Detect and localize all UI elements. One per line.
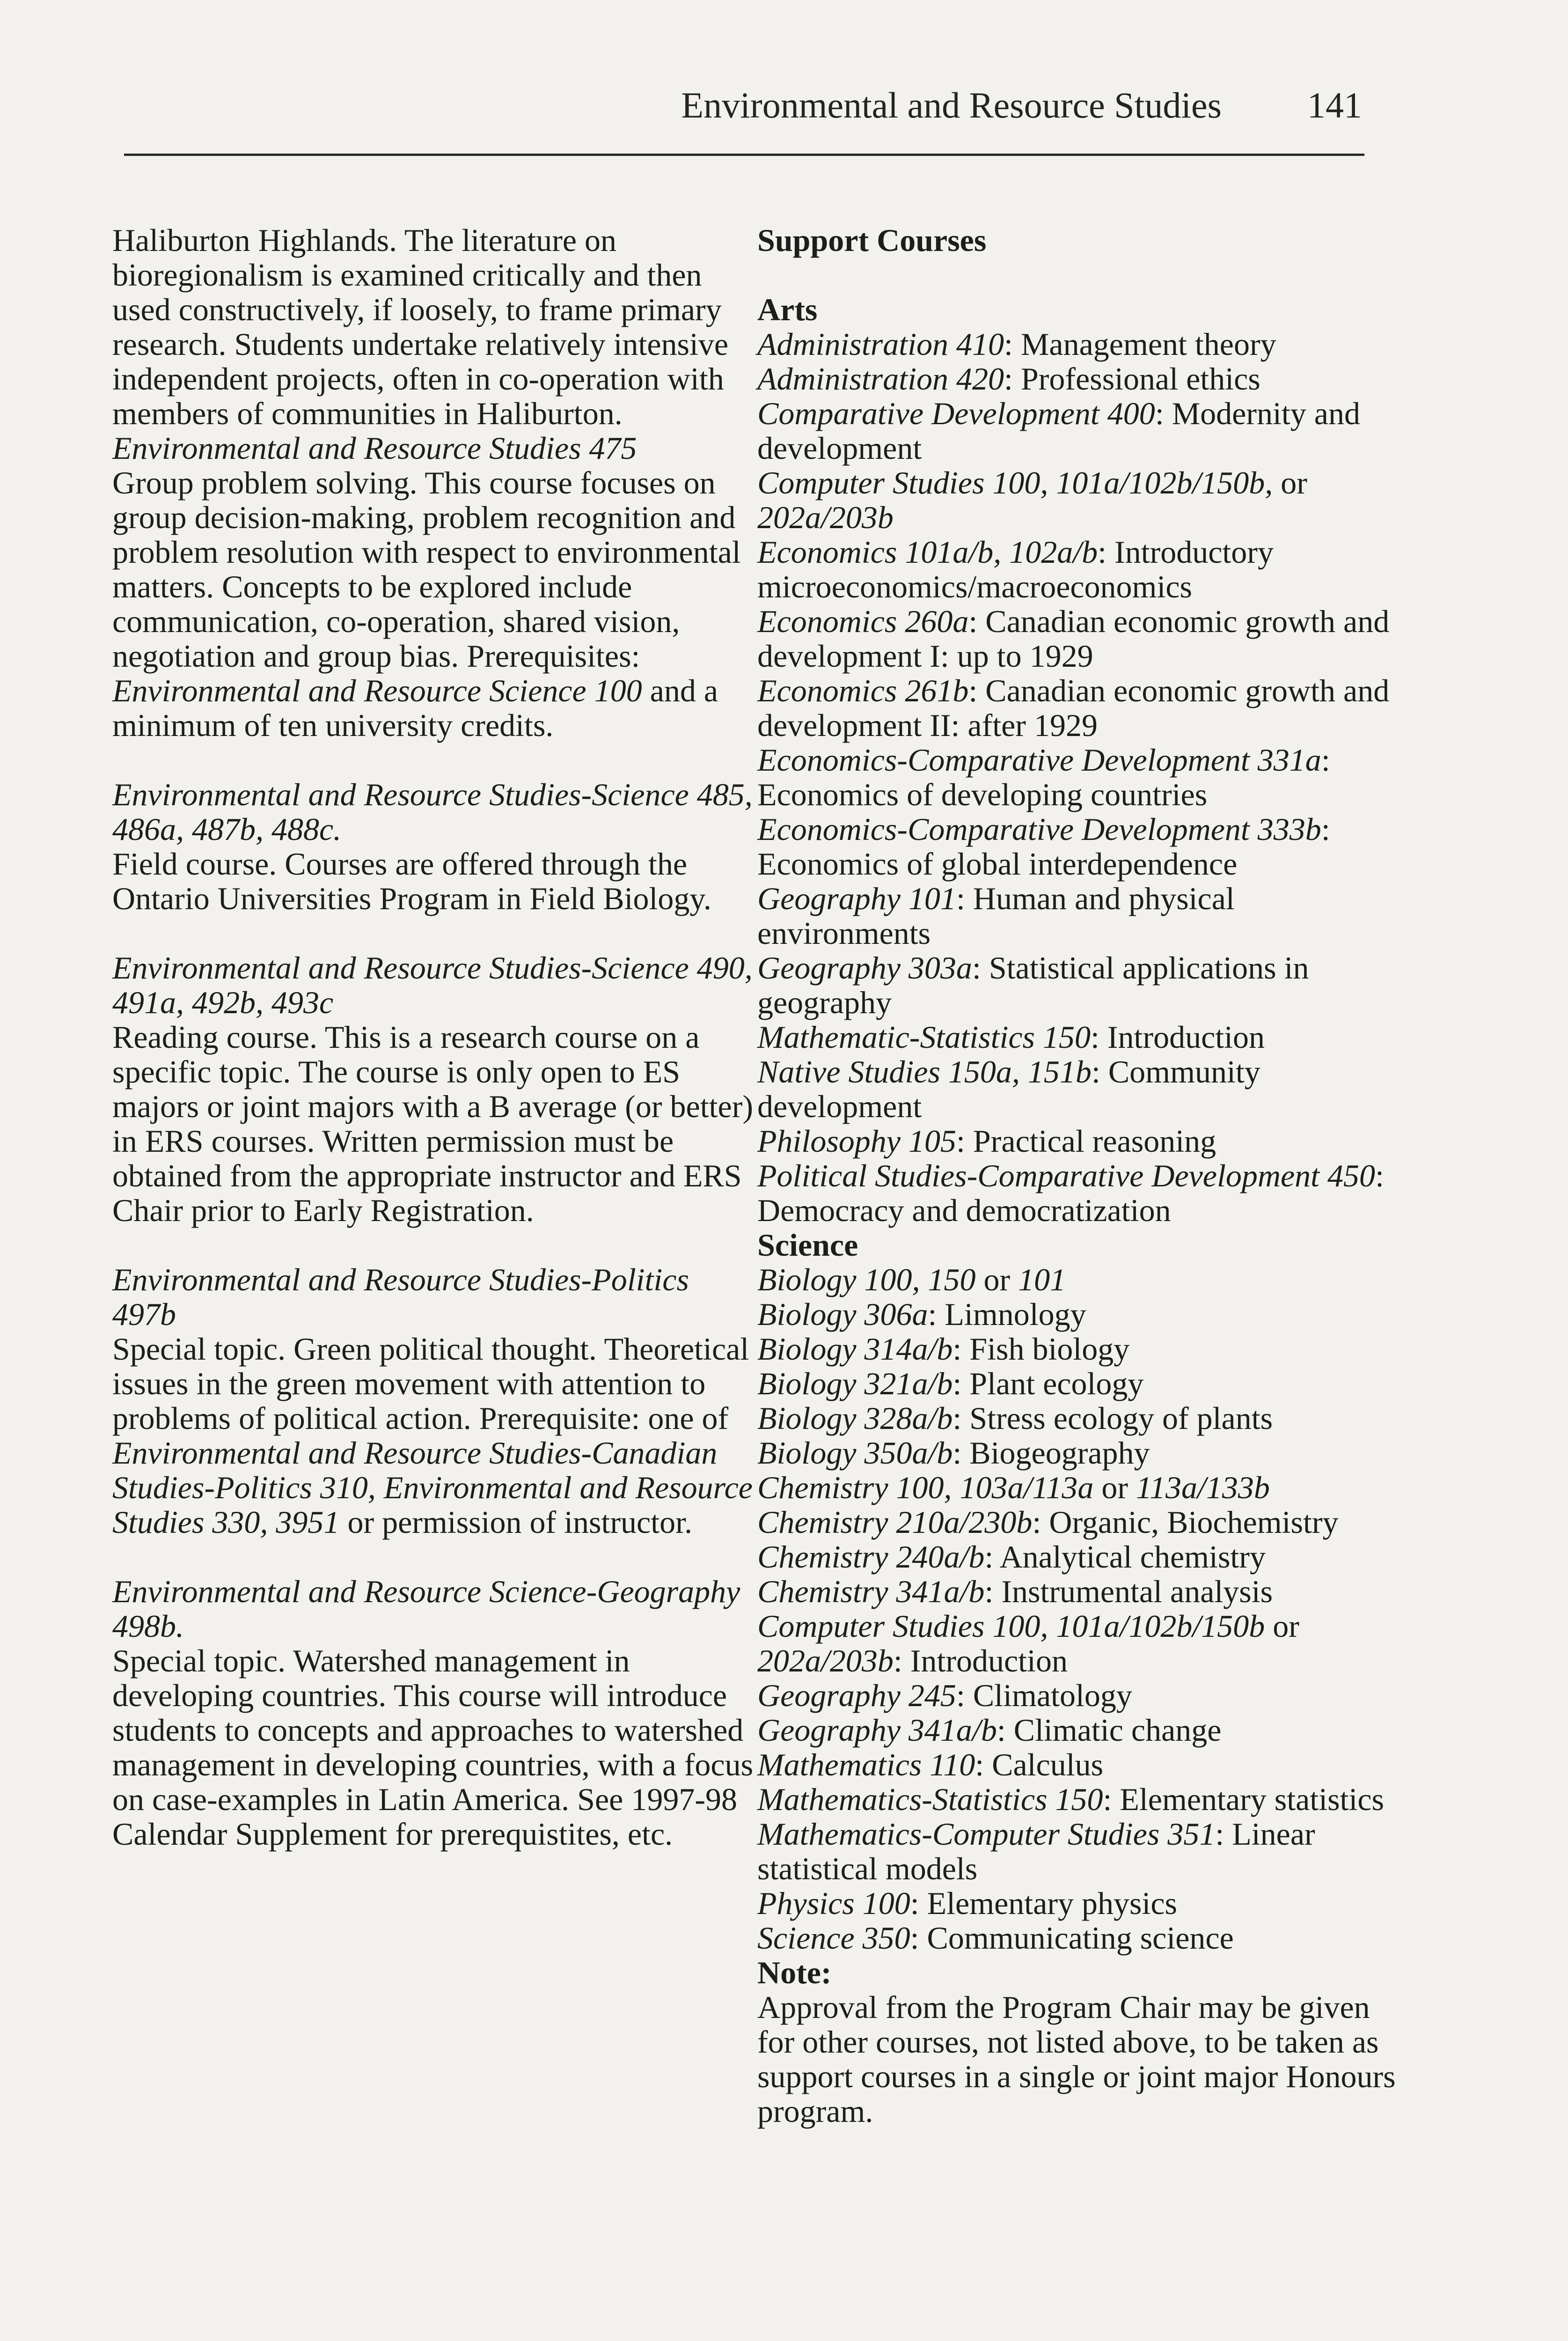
page-number: 141 (1307, 85, 1362, 125)
course-list-item: Geography 303a: Statistical applications in geography (757, 950, 1309, 1020)
course-list-item: Mathematics 110: Calculus (757, 1747, 1104, 1782)
course-list-item: Biology 314a/b: Fish biology (757, 1331, 1130, 1367)
arts-heading: Arts (757, 292, 818, 327)
course-list-item: Chemistry 240a/b: Analytical chemistry (757, 1539, 1266, 1575)
note-heading: Note: (757, 1955, 832, 1990)
course-entry-485 (112, 777, 758, 916)
course-list-item: Biology 306a: Limnology (757, 1296, 1086, 1332)
course-description: Special topic. Green political thought. Theoretical issues in the green movement with attention to problems of political action. Prerequisite: one of Environmental and Resource Studies-Canadian Studies-Politics 310, Environmental and Resource Studies 330, 3951 or permission of instructor. (112, 1331, 753, 1540)
intro-paragraph: Haliburton Highlands. The literature on bioregionalism is examined critically and then used constructively, if loosely, to frame primary research. Students undertake relatively intensive independent projects, often in co-operation with members of communities in Haliburton. (112, 222, 729, 431)
course-title: Environmental and Resource Studies-Science 485, 486a, 487b, 488c. (112, 777, 753, 847)
left-column (112, 223, 758, 1886)
arts-course-list (757, 327, 1403, 1228)
right-column (757, 223, 1403, 2128)
course-list-item: Biology 100, 150 or 101 (757, 1262, 1066, 1297)
course-list-item: Philosophy 105: Practical reasoning (757, 1123, 1216, 1159)
course-list-item: Political Studies-Comparative Development 450: Democracy and democratization (757, 1158, 1384, 1228)
support-courses-heading: Support Courses (757, 222, 987, 258)
course-title: Environmental and Resource Studies-Politics 497b (112, 1262, 689, 1332)
course-list-item: Biology 350a/b: Biogeography (757, 1435, 1150, 1471)
course-list-item: Computer Studies 100, 101a/102b/150b, or 202a/203b (757, 465, 1307, 535)
course-entry-490 (112, 950, 758, 1228)
course-title: Environmental and Resource Studies 475 (112, 430, 637, 466)
course-list-item: Computer Studies 100, 101a/102b/150b or 202a/203b: Introduction (757, 1608, 1299, 1678)
course-list-item: Economics 101a/b, 102a/b: Introductory microeconomics/macroeconomics (757, 534, 1274, 604)
course-list-item: Geography 341a/b: Climatic change (757, 1712, 1222, 1748)
course-list-item: Native Studies 150a, 151b: Community development (757, 1054, 1260, 1124)
course-list-item: Chemistry 210a/230b: Organic, Biochemistry (757, 1504, 1339, 1540)
course-title: Environmental and Resource Science-Geography 498b. (112, 1574, 740, 1644)
course-list-item: Economics 261b: Canadian economic growth and development II: after 1929 (757, 673, 1390, 743)
course-list-item: Mathematics-Computer Studies 351: Linear statistical models (757, 1816, 1315, 1886)
course-list-item: Mathematics-Statistics 150: Elementary statistics (757, 1782, 1384, 1817)
course-list-item: Administration 420: Professional ethics (757, 361, 1260, 397)
course-list-item: Chemistry 341a/b: Instrumental analysis (757, 1574, 1273, 1609)
course-list-item: Geography 101: Human and physical environments (757, 881, 1235, 951)
header-rule (124, 154, 1364, 156)
course-list-item: Economics-Comparative Development 333b: Economics of global interdependence (757, 811, 1330, 882)
course-list-item: Comparative Development 400: Modernity and development (757, 396, 1360, 466)
course-entry-475 (112, 431, 758, 743)
course-list-item: Economics 260a: Canadian economic growth and development I: up to 1929 (757, 604, 1390, 674)
course-description: Special topic. Watershed management in developing countries. This course will introduce students to concepts and approaches to watershed management in developing countries, with a focus on case-examples in Latin America. See 1997-98 Calendar Supplement for prerequistites, etc. (112, 1643, 754, 1852)
course-entry-498 (112, 1574, 758, 1851)
course-description: Group problem solving. This course focuses on group decision-making, problem recognition and problem resolution with respect to environmental matters. Concepts to be explored include communication, co-operation, shared vision, negotiation and group bias. Prerequisites: Environmental and Resource Science 100 and a minimum of ten university credits. (112, 465, 741, 743)
course-description: Field course. Courses are offered through the Ontario Universities Program in Field Biology. (112, 846, 711, 916)
course-list-item: Science 350: Communicating science (757, 1920, 1234, 1956)
course-list-item: Administration 410: Management theory (757, 326, 1276, 362)
course-list-item: Biology 321a/b: Plant ecology (757, 1366, 1144, 1401)
note-body: Approval from the Program Chair may be given for other courses, not listed above, to be taken as support courses in a single or joint major Honours program. (757, 1989, 1396, 2129)
course-list-item: Mathematic-Statistics 150: Introduction (757, 1019, 1265, 1055)
course-list-item: Chemistry 100, 103a/113a or 113a/133b (757, 1470, 1270, 1505)
header-title: Environmental and Resource Studies (681, 85, 1222, 125)
course-list-item: Physics 100: Elementary physics (757, 1885, 1178, 1921)
course-list-item: Geography 245: Climatology (757, 1678, 1132, 1713)
science-course-list (757, 1262, 1403, 1955)
science-heading: Science (757, 1227, 858, 1263)
course-list-item: Economics-Comparative Development 331a: Economics of developing countries (757, 742, 1330, 812)
course-description: Reading course. This is a research course on a specific topic. The course is only open to ES majors or joint majors with a B average (or better) in ERS courses. Written permission must be obtained from the appropriate instructor and ERS Chair prior to Early Registration. (112, 1019, 753, 1228)
course-entry-497 (112, 1262, 758, 1539)
course-title: Environmental and Resource Studies-Science 490, 491a, 492b, 493c (112, 950, 753, 1020)
course-list-item: Biology 328a/b: Stress ecology of plants (757, 1400, 1273, 1436)
